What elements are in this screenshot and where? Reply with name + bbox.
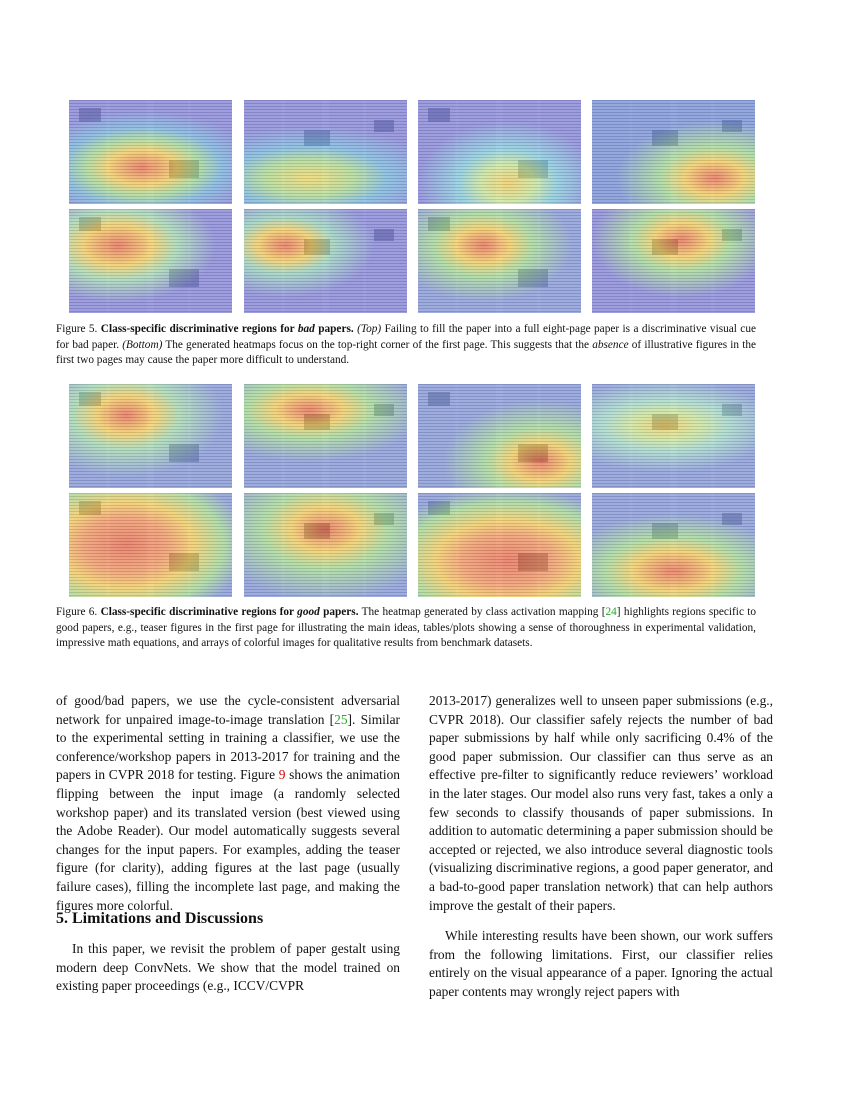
left-paragraph-2: In this paper, we revisit the problem of paper gestalt using modern deep ConvNets. We show that the model trained on existing paper proceedings (e.g., ICCV/CVPR [56,941,400,994]
heatmap-thumbnail-good-top-2 [244,384,407,488]
right-column [429,692,773,1002]
heatmap-thumbnail-good-top-3 [418,384,581,488]
left-paragraph-1: of good/bad papers, we use the cycle-consistent adversarial network for unpaired image-to-image translation [25]. Similar to the experimental setting in training a classifier, we use the conference/workshop papers in 2013-2017 for training and the papers in CVPR 2018 for testing. Figure 9 shows the animation flipping between the input image (a randomly selected workshop paper) and its translated version (best viewed using the Adobe Reader). Our model automatically suggests several changes for the input papers. For examples, adding the teaser figure (for clarity), adding figures at the last page (usually failure cases), filling the incomplete last page, and making the figures more colorful. [56,693,400,913]
left-column-bottom [56,940,400,996]
heatmap-thumbnail-bad-bottom-3 [418,209,581,313]
citation-link[interactable]: 25 [334,711,348,727]
heatmap-thumbnail-good-top-1 [69,384,232,488]
heatmap-thumbnail-good-bottom-1 [69,493,232,597]
heatmap-thumbnail-good-bottom-3 [418,493,581,597]
heatmap-thumbnail-bad-bottom-2 [244,209,407,313]
heatmap-thumbnail-bad-bottom-1 [69,209,232,313]
heatmap-thumbnail-bad-top-3 [418,100,581,204]
right-paragraph-1: 2013-2017) generalizes well to unseen paper submissions (e.g., CVPR 2018). Our classifier safely rejects the number of bad paper submissions by half while only sacrificing 0.4% of the good paper submission. Our classifier can thus serve as an effective pre-filter to significantly reduce reviewers’ workload in the later stages. Our model also runs very fast, takes a only a few seconds to classify thousands of paper submissions. In addition to automatic determining a paper submission should be accepted or rejected, we also introduce several diagnostic tools (visualizing discriminative regions, a good paper generator, and a bad-to-good paper translation network) that can help authors improve the gestalt of their papers. [429,693,773,913]
right-paragraph-2: While interesting results have been shown, our work suffers from the following limitations. First, our classifier relies entirely on the visual appearance of a paper. Ignoring the actual paper contents may wrongly reject papers with [429,928,773,999]
heatmap-thumbnail-bad-top-2 [244,100,407,204]
figure5-title: Class-specific discriminative regions for bad papers. [100,323,354,335]
heatmap-thumbnail-bad-top-4 [592,100,755,204]
figure5-caption: Figure 5. Class-specific discriminative regions for bad papers. (Top) Failing to fill the paper into a full eight-page paper is a discriminative visual cue for bad paper. (Bottom) The generated heatmaps focus on the top-right corner of the first page. This suggests that the absence of illustrative figures in the first two pages may cause the paper more difficult to understand. [56,323,757,366]
figure6-title: Class-specific discriminative regions for good papers. [100,606,359,618]
heatmap-thumbnail-good-bottom-2 [244,493,407,597]
heatmap-thumbnail-good-bottom-4 [592,493,755,597]
citation-link[interactable]: 24 [605,606,617,618]
left-column [56,692,400,915]
figure6-label: Figure 6. [56,606,98,618]
heatmap-thumbnail-bad-bottom-4 [592,209,755,313]
figure5-label: Figure 5. [56,323,98,335]
heatmap-thumbnail-bad-top-1 [69,100,232,204]
section-heading: 5. Limitations and Discussions [56,910,264,927]
figure-reference-link[interactable]: 9 [278,767,286,783]
figure6-caption: Figure 6. Class-specific discriminative regions for good papers. The heatmap generated by class activation mapping [24] highlights regions specific to good papers, e.g., teaser figures in the first page for illustrating the main ideas, tables/plots showing a sense of thoroughness in experimental validation, impressive math equations, and arrays of colorful images for qualitative results from benchmark datasets. [56,606,757,649]
heatmap-thumbnail-good-top-4 [592,384,755,488]
